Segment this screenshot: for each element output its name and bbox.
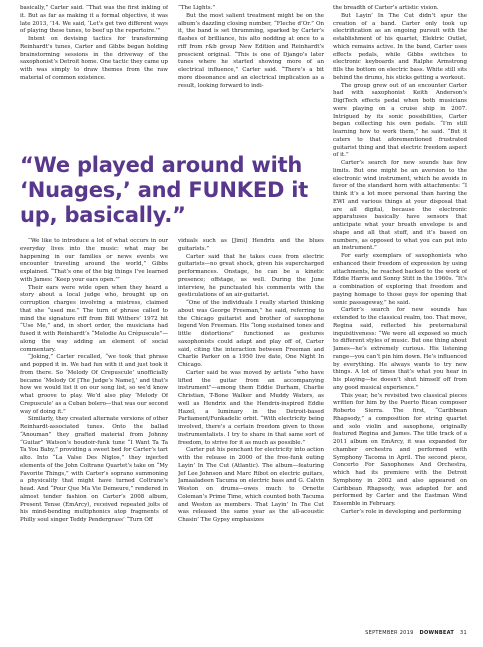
column-middle-top	[178, 5, 324, 145]
paragraph: For early exemplars of saxophonists who enhanced their freedom of expression by using attachments, he reached backed to the work of Eddie Harris and Sonny Stitt in the 1960s. “It’s a combination of exploring that freedom and paying homage to those guys for opening that sonic passageway,” he said.	[333, 253, 467, 306]
paragraph: viduals such as [Jimi] Hendrix and the blues guitarists.”	[178, 238, 324, 252]
column-left-top	[20, 5, 168, 145]
paragraph: Carter’s role in developing and performing	[341, 508, 462, 515]
paragraph: “One of the individuals I really started thinking about was George Freeman,” he said, referring to the Chicago guitarist and brother of saxophone legend Von Freeman. His “long sustained tones and little distortions” functioned as gestures saxophonists could adapt and play off of, Carter said, citing the interaction between Freeman and Charlie Parker on a 1950 live date, One Night In Chicago.	[178, 300, 324, 368]
column-right	[333, 5, 467, 620]
page-footer	[361, 630, 467, 636]
paragraph: Their ears were wide open when they heard a story about a local judge who, brought up on corruption charges involving a mistress, claimed that she “used me.” The turn of phrase called to mind the signature riff from Bill Withers’ 1972 hit “Use Me,” and, in short order, the musicians had fused it with Reinhardt’s “Melodie Au Crépuscule”—along the way adding an element of social commentary.	[20, 284, 168, 353]
pull-quote: “We played around with ‘Nuages,’ and FUNKED it up, basically.”	[20, 153, 309, 227]
paragraph: Carter said he was moved by artists “who have lifted the guitar from an accompanying instrument”—among them Eddie Durham, Charlie Christian, T-Bone Walker and Muddy Waters, as well as Hendrix and the Hendrix-inspired Eddie Hazel, a luminary in the Detroit-based Parliament/Funkadelic orbit. “With electricity being involved, there’s a certain freedom given to those instrumentalists. I try to share in that same sort of freedom, to strive for it as much as possible.”	[178, 369, 324, 446]
paragraph: “We like to introduce a lot of what occurs in our everyday lives into the music: what may be happening in our families or news events we encounter traveling around the world,” Gibbs explained. “That’s one of the big things I’ve learned with James: ‘Keep your ears open.’”	[20, 238, 168, 283]
paragraph: Carter’s search for new sounds has few limits. But one might be an aversion to the electronic wind instrument, which he avoids in favor of the standard horn with attachments: “I think it’s a lot more personal than having the EWI and various things at your disposal that are all digital, because the electronic apparatuses basically have sensors that anticipate what your breath envelope is and shape and all that stuff, and it’s based on numbers, as opposed to what you can put into an instrument.”	[333, 160, 467, 252]
paragraph: But the most salient treatment might be on the album’s dazzling closing number, “Fleche d’Or.” On it, the band is set thrumming, sparked by Carter’s flashes of brilliance, his alto nodding at once to a riff from r&b group New Edition and Reinhardt’s prescient original. “This is one of Django’s later tunes where he started showing more of an electrical influence,” Carter said. “There’s a bit more dissonance and an electrical implication as a result, looking forward to indi-	[178, 12, 324, 89]
column-left-bottom	[20, 238, 168, 620]
paragraph: Similarly, they created alternate versions of other Reinhardt-associated tunes. Onto the ballad “Anouman” they grafted material from Johnny “Guitar” Watson’s boudoir-funk tune “I Want Ta Ta Ta You Baby,” providing a sweet bed for Carter’s tart alto. Into “La Valse Des Niglos,” they injected elements of the John Coltrane Quartet’s take on “My Favorite Things,” with Carter’s soprano summoning a physicality that might have turned Coltrane’s head. And “Pour Que Ma Vie Demeure,” rendered in almost tender fashion on Carter’s 2008 album, Present Tense (EmArcy), received repeated jolts of his mind-bending multiphonics atop fragments of Philly soul singer Teddy Pendergrass’ “Turn Off	[20, 416, 168, 523]
paragraph: This year, he’s revisited two classical pieces written for him by the Puerto Rican composer Roberto Sierra. The first, “Caribbean Rhapsody,” a composition for string quartet and solo violin and saxophone, originally featured Regina and James. The title track of a 2011 album on EmArcy, it was expanded for chamber orchestra and performed with Symphony Tacoma in April. The second piece, Concerto For Saxophones And Orchestra, which had its premiere with the Detroit Symphony in 2002 and also appeared on Caribbean Rhapsody, was adapted for and performed by Carter and the Eastman Wind Ensemble in February.	[333, 392, 467, 507]
paragraph: Intent on devising tactics for transforming Reinhardt’s tunes, Carter and Gibbs began holding brainstorming sessions in the driveway of the saxophonist’s Detroit home. One tactic they came up with was simply to draw themes from the raw material of common existence.	[20, 36, 168, 81]
footer-magazine: DOWNBEAT	[419, 630, 455, 636]
paragraph: The group grew out of an encounter Carter had with saxophonist Keith Anderson’s DigiTech effects pedal when both musicians were playing on a cruise ship in 2007. Intrigued by its sonic possibilities, Carter began collecting his own pedals. “I’m still learning how to work them,” he said. “But it caters to that aforementioned frustrated guitarist thing and that electric freedom aspect of it.”	[333, 82, 467, 159]
column-middle-bottom	[178, 238, 324, 620]
page-number: 31	[460, 630, 467, 636]
paragraph: But Layin’ In The Cut didn’t spur the creation of a band. Carter only took up electrification as an ongoing pursuit with the establishment of his quartet, Elektric Outlet, which remains active. In the band, Carter uses effects pedals, while Gibbs switches to electronic keyboards and Ralphe Armstrong fills the bottom on electric bass. White still sits behind the drums, his sticks getting a workout.	[333, 12, 467, 81]
paragraph: basically,” Carter said. “That was the first inkling of it. But as far as making it a formal objective, it was late 2013, ’14. We said, ‘Let’s get two different ways of playing these tunes, to beef up the repertoire.’”	[20, 5, 168, 35]
footer-date: SEPTEMBER 2019	[365, 630, 414, 636]
paragraph: Carter said that he takes cues from electric guitarists—no great shock, given his supercharged performances. Onstage, he can be a kinetic presence; offstage, as well. During the June interview, he punctuated his comments with the gesticulations of an air-guitarist.	[178, 253, 324, 299]
paragraph: the breadth of Carter’s artistic vision.	[333, 5, 439, 11]
paragraph: “Joking,” Carter recalled, “we took that phrase and popped it in. We had fun with it and just took it from there. So ‘Melody Of Crepuscule’ unofficially became ‘Melody Of [The Judge’s Name],’ and that’s how we would list it on our song list, so we’d know what groove to play. We’d also play ‘Melody Of Crepuscule’ as a Cuban bolero—that was our second way of doing it.”	[20, 354, 168, 415]
paragraph: Carter’s search for new sounds has extended to the classical realm, too. That move, Regina said, reflected his preternatural inquisitiveness: “We were all exposed so much to different styles of music. But one thing about James—he’s extremely curious. His listening range—you can’t pin him down. He’s influenced by everything. He always wants to try new things. A lot of times that’s what you hear in his playing—he doesn’t shut himself off from any good musical experience.”	[333, 307, 467, 391]
paragraph: Carter put his penchant for electricity into action with the release in 2000 of the free-funk outing Layin’ In The Cut (Atlantic). The album—featuring Jef Lee Johnson and Marc Ribot on electric guitars, Jamaaladeen Tacuma on electric bass and G. Calvin Weston on drums—owes much to Ornette Coleman’s Prime Time, which counted both Tacuma and Weston as members. That Layin’ In The Cut was released the same year as the all-acoustic Chasin’ The Gypsy emphasizes	[178, 447, 324, 523]
paragraph: “The Lights.”	[178, 5, 216, 11]
